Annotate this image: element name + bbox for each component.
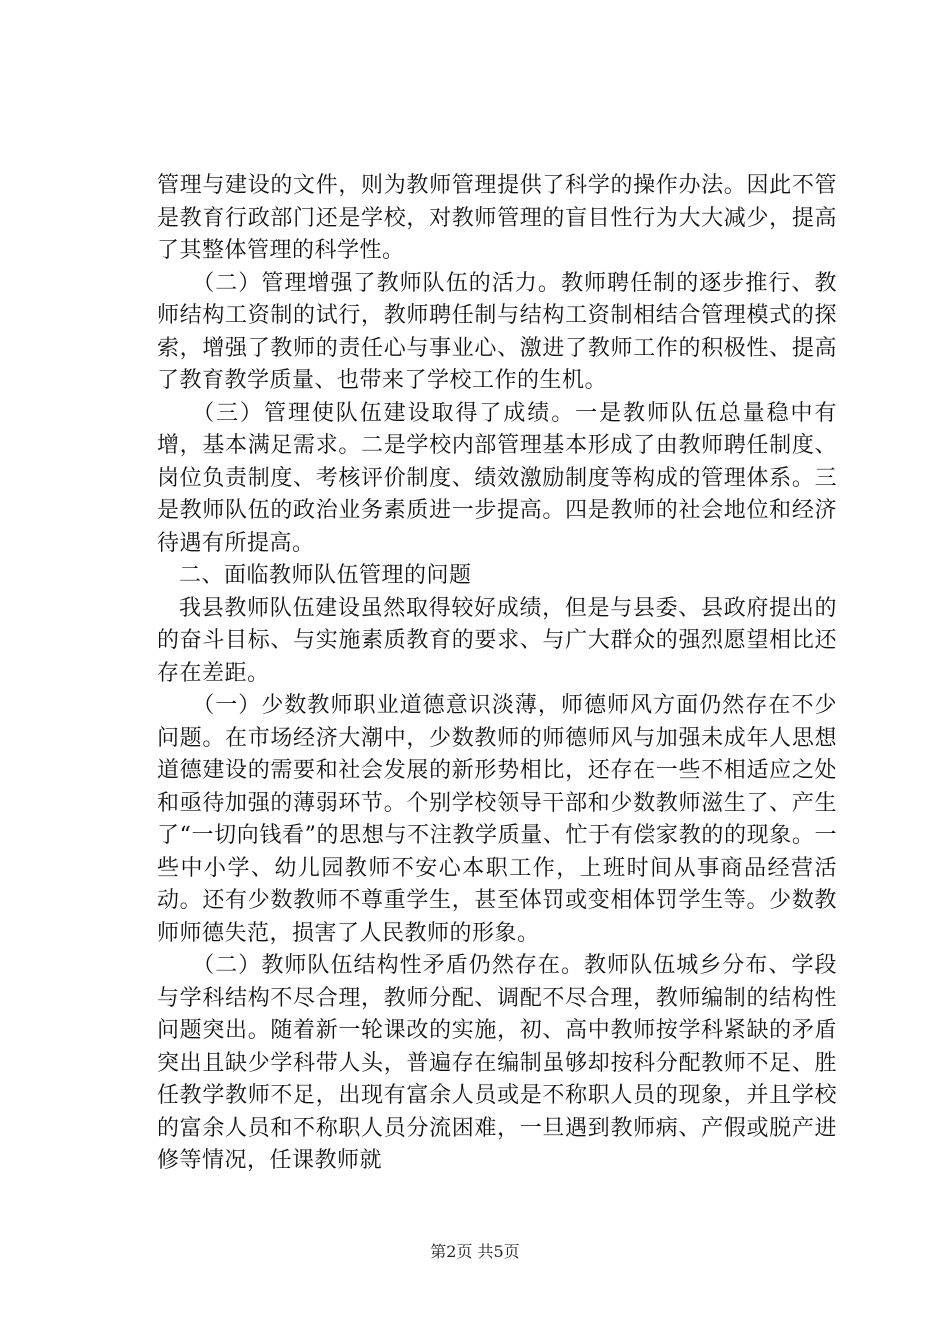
paragraph: （二）管理增强了教师队伍的活力。教师聘任制的逐步推行、教师结构工资制的试行，教师聘任制与结构工资制相结合管理模式的探索，增强了教师的责任心与事业心、激进了教师工作的积极性、提高了教育教学质量、也带来了学校工作的生机。 (157, 270, 837, 393)
section-heading: 二、面临教师队伍管理的问题 (179, 563, 472, 588)
paragraph: 管理与建设的文件，则为教师管理提供了科学的操作办法。因此不管是教育行政部门还是学校，对教师管理的盲目性行为大大减少，提高了其整体管理的科学性。 (157, 173, 837, 263)
paragraph: （一）少数教师职业道德意识淡薄，师德师风方面仍然存在不少问题。在市场经济大潮中，少数教师的师德师风与加强未成年人思想道德建设的需要和社会发展的新形势相比，还存在一些不相适应之处和亟待加强的薄弱环节。个别学校领导干部和少数教师滋生了、产生了“一切向钱看”的思想与不注教学质量、忙于有偿家教的的现象。一些中小学、幼儿园教师不安心本职工作，上班时间从事商品经营活动。还有少数教师不尊重学生，甚至体罚或变相体罚学生等。少数教师师德失范，损害了人民教师的形象。 (157, 693, 837, 946)
paragraph: 我县教师队伍建设虽然取得较好成绩，但是与县委、县政府提出的的奋斗目标、与实施素质教育的要求、与广大群众的强烈愿望相比还存在差距。 (157, 595, 837, 686)
page-number-footer: 第2页 共5页 (430, 1242, 520, 1261)
paragraph: （三）管理使队伍建设取得了成绩。一是教师队伍总量稳中有增，基本满足需求。二是学校内部管理基本形成了由教师聘任制度、岗位负责制度、考核评价制度、绩效激励制度等构成的管理体系。三是教师队伍的政治业务素质进一步提高。四是教师的社会地位和经济待遇有所提高。 (157, 400, 837, 556)
document-body (157, 170, 837, 1178)
paragraph: （二）教师队伍结构性矛盾仍然存在。教师队伍城乡分布、学段与学科结构不尽合理，教师分配、调配不尽合理，教师编制的结构性问题突出。随着新一轮课改的实施，初、高中教师按学科紧缺的矛盾突出且缺少学科带人头，普遍存在编制虽够却按科分配教师不足、胜任教学教师不足，出现有富余人员或是不称职人员的现象，并且学校的富余人员和不称职人员分流困难，一旦遇到教师病、产假或脱产进修等情况，任课教师就 (157, 953, 837, 1173)
